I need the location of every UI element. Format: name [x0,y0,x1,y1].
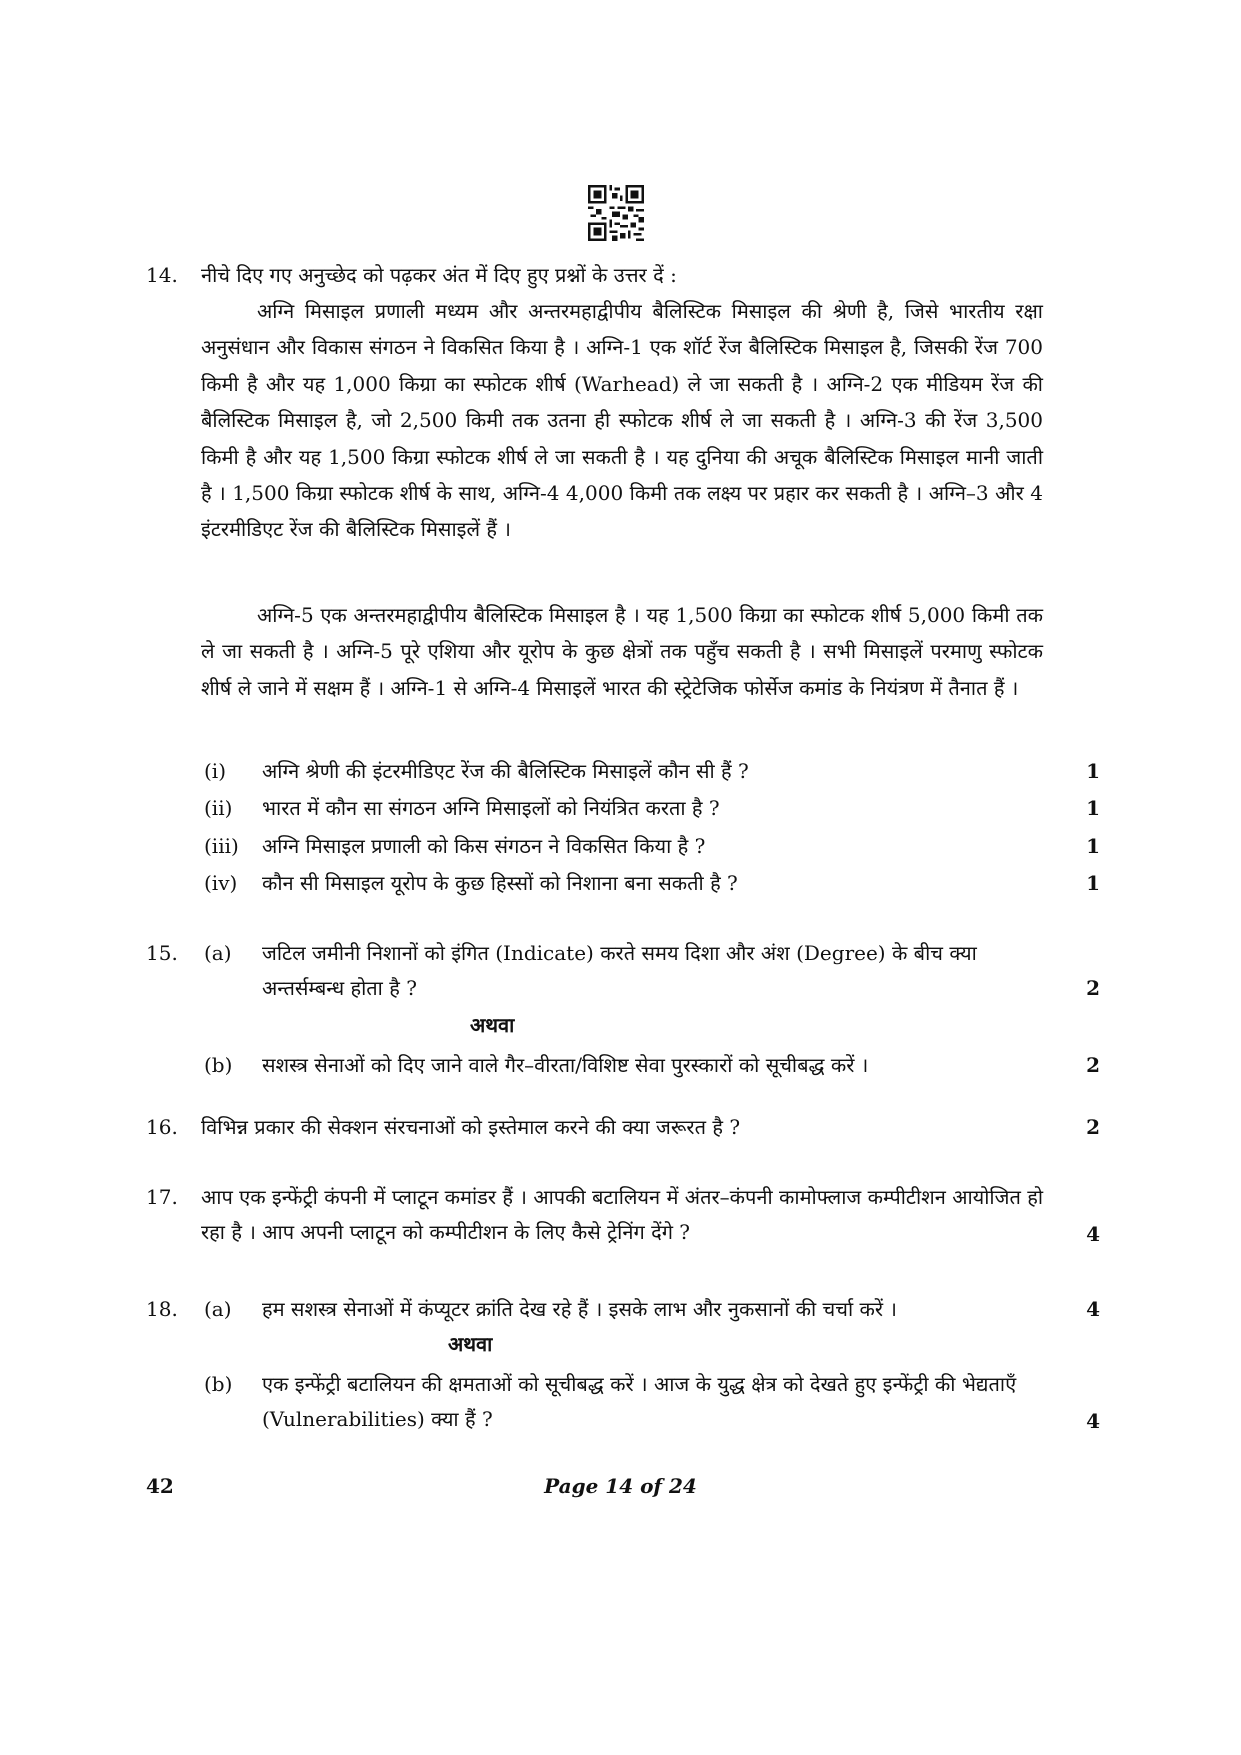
sub-question-text: जटिल जमीनी निशानों को इंगित (Indicate) करते समय दिशा और अंश (Degree) के बीच क्या अन्तर्सम्बन्ध होता है ? [262,941,977,1000]
sub-question-text: अग्नि श्रेणी की इंटरमीडिएट रेंज की बैलिस्टिक मिसाइलें कौन सी हैं ? [262,759,749,783]
question-number: 16. [146,1115,178,1139]
page-number: Page 14 of 24 [544,1474,697,1498]
or-divider: अथवा [448,1332,493,1356]
sub-question-label: (iii) [204,834,239,858]
marks: 1 [1086,871,1100,895]
question-number: 17. [146,1185,178,1209]
question-intro: नीचे दिए गए अनुच्छेद को पढ़कर अंत में दिए हुए प्रश्नों के उत्तर दें : [201,263,677,287]
marks: 1 [1086,834,1100,858]
sub-question-label: (iv) [204,871,238,895]
sub-question-text: कौन सी मिसाइल यूरोप के कुछ हिस्सों को निशाना बना सकती है ? [262,871,738,895]
marks: 1 [1086,796,1100,820]
qr-code-icon [588,185,644,241]
marks: 4 [1086,1222,1100,1246]
sub-question-text: सशस्त्र सेनाओं को दिए जाने वाले गैर–वीरता/विशिष्ट सेवा पुरस्कारों को सूचीबद्ध करें । [262,1053,869,1077]
paper-code: 42 [146,1474,174,1498]
sub-question-text: हम सशस्त्र सेनाओं में कंप्यूटर क्रांति देख रहे हैं । इसके लाभ और नुकसानों की चर्चा करें । [262,1297,897,1321]
marks: 1 [1086,759,1100,783]
question-number: 14. [146,263,178,287]
sub-question-label: (i) [204,759,227,783]
marks: 4 [1086,1297,1100,1321]
sub-question-label: (ii) [204,796,233,820]
sub-question-label: (a) [204,941,232,965]
sub-question-text: अग्नि मिसाइल प्रणाली को किस संगठन ने विकसित किया है ? [262,834,706,858]
sub-question-text: भारत में कौन सा संगठन अग्नि मिसाइलों को नियंत्रित करता है ? [262,796,720,820]
question-number: 18. [146,1297,178,1321]
marks: 4 [1086,1409,1100,1433]
sub-question-label: (a) [204,1297,232,1321]
marks: 2 [1086,1115,1100,1139]
marks: 2 [1086,1053,1100,1077]
marks: 2 [1086,976,1100,1000]
sub-question-label: (b) [204,1372,233,1396]
passage-paragraph-2: अग्नि-5 एक अन्तरमहाद्वीपीय बैलिस्टिक मिसाइल है । यह 1,500 किग्रा का स्फोटक शीर्ष 5,000 किमी तक ले जा सकती है । अग्नि-5 पूरे एशिया और यूरोप के कुछ क्षेत्रों तक पहुँच सकती है । सभी मिसाइलें परमाणु स्फोटक शीर्ष ले जाने में सक्षम हैं । अग्नि-1 से अग्नि-4 मिसाइलें भारत की स्ट्रेटेजिक फोर्सेज कमांड के नियंत्रण में तैनात हैं । [201,603,1043,700]
question-text: विभिन्न प्रकार की सेक्शन संरचनाओं को इस्तेमाल करने की क्या जरूरत है ? [201,1115,741,1139]
sub-question-label: (b) [204,1053,233,1077]
passage-paragraph-1: अग्नि मिसाइल प्रणाली मध्यम और अन्तरमहाद्वीपीय बैलिस्टिक मिसाइल की श्रेणी है, जिसे भारतीय रक्षा अनुसंधान और विकास संगठन ने विकसित किया है । अग्नि-1 एक शॉर्ट रेंज बैलिस्टिक मिसाइल है, जिसकी रेंज 700 किमी है और यह 1,000 किग्रा का स्फोटक शीर्ष (Warhead) ले जा सकती है । अग्नि-2 एक मीडियम रेंज की बैलिस्टिक मिसाइल है, जो 2,500 किमी तक उतना ही स्फोटक शीर्ष ले जा सकती है । अग्नि-3 की रेंज 3,500 किमी है और यह 1,500 किग्रा स्फोटक शीर्ष ले जा सकती है । यह दुनिया की अचूक बैलिस्टिक मिसाइल मानी जाती है । 1,500 किग्रा स्फोटक शीर्ष के साथ, अग्नि-4 4,000 किमी तक लक्ष्य पर प्रहार कर सकती है । अग्नि–3 और 4 इंटरमीडिएट रेंज की बैलिस्टिक मिसाइलें हैं । [201,299,1043,542]
question-text: आप एक इन्फेंट्री कंपनी में प्लाटून कमांडर हैं । आपकी बटालियन में अंतर–कंपनी कामोफ्लाज कम्पीटीशन आयोजित हो रहा है । आप अपनी प्लाटून को कम्पीटीशन के लिए कैसे ट्रेनिंग देंगे ? [201,1185,1043,1244]
sub-question-text: एक इन्फेंट्री बटालियन की क्षमताओं को सूचीबद्ध करें । आज के युद्ध क्षेत्र को देखते हुए इन्फेंट्री की भेद्यताएँ (Vulnerabilities) क्या हैं ? [262,1372,1017,1431]
question-number: 15. [146,941,178,965]
or-divider: अथवा [470,1013,515,1037]
